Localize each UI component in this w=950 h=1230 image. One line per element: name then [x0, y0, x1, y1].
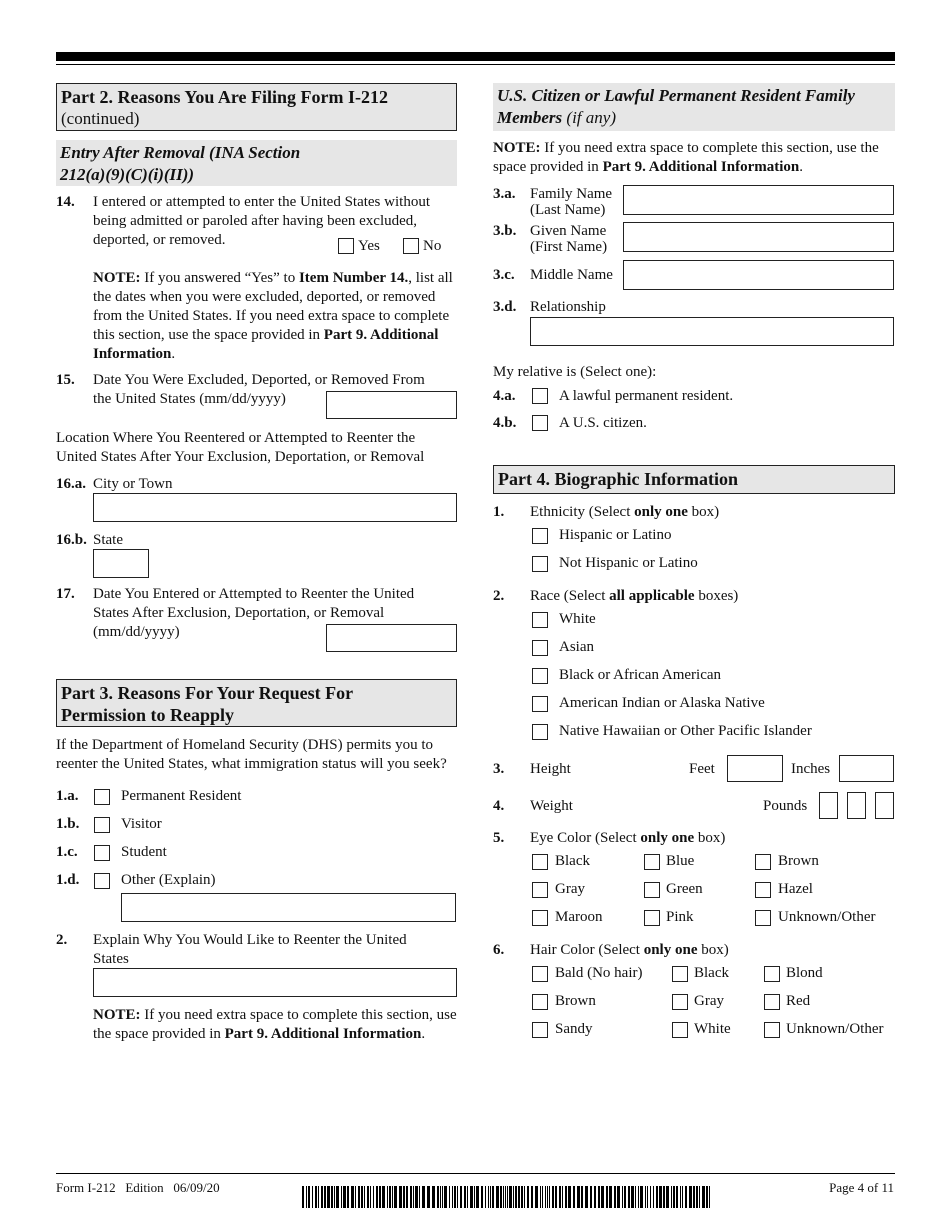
barcode-bar — [680, 1186, 681, 1208]
barcode-bar — [609, 1186, 612, 1208]
height-feet-input[interactable] — [727, 755, 783, 782]
barcode-bar — [413, 1186, 414, 1208]
barcode-bar — [645, 1186, 646, 1208]
barcode-bar — [676, 1186, 678, 1208]
barcode-bar — [410, 1186, 412, 1208]
barcode-bar — [565, 1186, 567, 1208]
hair-blond-checkbox[interactable] — [764, 966, 780, 982]
barcode-bar — [656, 1186, 658, 1208]
race-american-indian-label: American Indian or Alaska Native — [559, 695, 765, 711]
barcode-bar — [531, 1186, 533, 1208]
barcode-bar — [318, 1186, 319, 1208]
q14-line3: deported, or removed. — [93, 232, 226, 248]
q2-note: NOTE: If you need extra space to complete this section, use the space provided in Part 9. Additional Information. — [93, 1007, 457, 1042]
barcode-bar — [549, 1186, 550, 1208]
barcode-bar — [535, 1186, 538, 1208]
hair-sandy-checkbox[interactable] — [532, 1022, 548, 1038]
permanent-resident-label: Permanent Resident — [121, 788, 242, 804]
other-explain-input[interactable] — [121, 893, 456, 922]
q3a-label1: Family Name — [530, 186, 613, 202]
barcode-bar — [432, 1186, 435, 1208]
q17-date-input[interactable] — [326, 624, 457, 652]
barcode-bar — [671, 1186, 672, 1208]
part2-header — [56, 83, 457, 131]
us-citizen-label: A U.S. citizen. — [559, 415, 647, 431]
barcode-bar — [331, 1186, 333, 1208]
part4-title: Part 4. Biographic Information — [498, 469, 738, 489]
barcode-bar — [427, 1186, 430, 1208]
barcode-bar — [581, 1186, 583, 1208]
eye-green-checkbox[interactable] — [644, 882, 660, 898]
eye-green-label: Green — [666, 881, 703, 897]
q3-height-number: 3. — [493, 761, 505, 777]
barcode-bar — [415, 1186, 418, 1208]
barcode-bar — [614, 1186, 616, 1208]
q14-line1: I entered or attempted to enter the United States without — [93, 194, 430, 210]
race-pacific-islander-label: Native Hawaiian or Other Pacific Islander — [559, 723, 812, 739]
dhs-line2: reenter the United States, what immigration status will you seek? — [56, 756, 447, 772]
barcode-bar — [470, 1186, 473, 1208]
barcode-bar — [509, 1186, 512, 1208]
q16b-number: 16.b. — [56, 532, 87, 548]
student-label: Student — [121, 844, 167, 860]
q15-line1: Date You Were Excluded, Deported, or Removed From — [93, 372, 425, 388]
permanent-resident-checkbox[interactable] — [94, 789, 110, 805]
lawful-permanent-resident-label: A lawful permanent resident. — [559, 388, 734, 404]
barcode-bar — [624, 1186, 626, 1208]
barcode-bar — [361, 1186, 363, 1208]
eye-black-checkbox[interactable] — [532, 854, 548, 870]
race-asian-label: Asian — [559, 639, 594, 655]
barcode-image — [302, 1186, 710, 1208]
barcode-bar — [403, 1186, 405, 1208]
barcode-bar — [358, 1186, 360, 1208]
q14-no-label: No — [423, 238, 442, 254]
q3d-number: 3.d. — [493, 299, 517, 315]
lawful-permanent-resident-checkbox[interactable] — [532, 388, 548, 404]
weight-label: Weight — [530, 798, 573, 814]
q2-left-line2: States — [93, 951, 129, 967]
barcode-bar — [598, 1186, 600, 1208]
barcode-bar — [306, 1186, 307, 1208]
eye-gray-checkbox[interactable] — [532, 882, 548, 898]
hair-blond-label: Blond — [786, 965, 823, 981]
q3b-label2: (First Name) — [530, 239, 608, 255]
q3b-number: 3.b. — [493, 223, 517, 239]
top-rule-thin — [56, 64, 895, 65]
barcode-bar — [601, 1186, 604, 1208]
barcode-bar — [351, 1186, 354, 1208]
race-american-indian-checkbox[interactable] — [532, 696, 548, 712]
barcode-bar — [503, 1186, 504, 1208]
barcode-bar — [622, 1186, 623, 1208]
eye-black-label: Black — [555, 853, 590, 869]
pounds-label: Pounds — [763, 798, 808, 814]
barcode-bar — [650, 1186, 651, 1208]
barcode-bar — [387, 1186, 388, 1208]
family-members-note: NOTE: If you need extra space to complete this section, use the space provided in Part 9. Additional Information. — [493, 140, 879, 175]
barcode-bar — [302, 1186, 304, 1208]
q3a-number: 3.a. — [493, 186, 516, 202]
hair-bald-label: Bald (No hair) — [555, 965, 643, 981]
q15-line2: the United States (mm/dd/yyyy) — [93, 391, 286, 407]
hair-gray-label: Gray — [694, 993, 724, 1009]
q16a-number: 16.a. — [56, 476, 86, 492]
barcode-bar — [702, 1186, 705, 1208]
hair-brown-label: Brown — [555, 993, 596, 1009]
barcode-bar — [594, 1186, 596, 1208]
hair-red-checkbox[interactable] — [764, 994, 780, 1010]
footer-form-edition: Form I-212 Edition 06/09/20 — [56, 1180, 220, 1195]
barcode-bar — [545, 1186, 546, 1208]
eye-brown-label: Brown — [778, 853, 819, 869]
barcode-bar — [653, 1186, 654, 1208]
barcode-bar — [444, 1186, 447, 1208]
barcode-bar — [364, 1186, 365, 1208]
q2-race-number: 2. — [493, 588, 505, 604]
footer-page-number: Page 4 of 11 — [829, 1180, 894, 1195]
q4b-number: 4.b. — [493, 415, 517, 431]
other-checkbox[interactable] — [94, 873, 110, 889]
dhs-line1: If the Department of Homeland Security (DHS) permits you to — [56, 737, 433, 753]
barcode-bar — [521, 1186, 523, 1208]
ethnicity-label: Ethnicity (Select only one box) — [530, 504, 720, 520]
weight-digit-3-input[interactable] — [875, 792, 894, 819]
hispanic-checkbox[interactable] — [532, 528, 548, 544]
barcode-bar — [457, 1186, 458, 1208]
entry-after-removal-header: Entry After Removal (INA Section 212(a)(9)(C)(i)(II)) — [56, 140, 457, 186]
barcode-bar — [585, 1186, 588, 1208]
barcode-bar — [308, 1186, 310, 1208]
barcode-bar — [392, 1186, 393, 1208]
barcode-bar — [631, 1186, 634, 1208]
barcode-bar — [312, 1186, 313, 1208]
barcode-bar — [573, 1186, 575, 1208]
q3d-label: Relationship — [530, 299, 606, 315]
barcode-bar — [373, 1186, 374, 1208]
barcode-bar — [341, 1186, 342, 1208]
barcode-bar — [673, 1186, 675, 1208]
city-or-town-input[interactable] — [93, 493, 457, 522]
q15-date-input[interactable] — [326, 391, 457, 419]
race-asian-checkbox[interactable] — [532, 640, 548, 656]
barcode-bar — [347, 1186, 349, 1208]
q14-yes-label: Yes — [358, 238, 380, 254]
q2-left-line1: Explain Why You Would Like to Reenter the United — [93, 932, 407, 948]
barcode-bar — [709, 1186, 710, 1208]
barcode-bar — [518, 1186, 520, 1208]
barcode-bar — [382, 1186, 385, 1208]
eye-hazel-label: Hazel — [778, 881, 813, 897]
barcode-bar — [505, 1186, 506, 1208]
family-members-header: U.S. Citizen or Lawful Permanent Resident Family Members (if any) — [493, 83, 895, 131]
q15-number: 15. — [56, 372, 75, 388]
barcode-bar — [685, 1186, 687, 1208]
barcode-bar — [513, 1186, 514, 1208]
reenter-reason-input[interactable] — [93, 968, 457, 997]
part3-header: Part 3. Reasons For Your Request For Permission to Reapply — [56, 679, 457, 727]
footer-rule — [56, 1173, 895, 1174]
barcode-bar — [327, 1186, 330, 1208]
q17-line2: States After Exclusion, Deportation, or Removal — [93, 605, 385, 621]
barcode-bar — [562, 1186, 563, 1208]
middle-name-input[interactable] — [623, 260, 894, 290]
eye-gray-label: Gray — [555, 881, 585, 897]
barcode-bar — [324, 1186, 326, 1208]
barcode-bar — [452, 1186, 453, 1208]
barcode-bar — [628, 1186, 630, 1208]
barcode-bar — [492, 1186, 494, 1208]
other-label: Other (Explain) — [121, 872, 216, 888]
race-white-label: White — [559, 611, 596, 627]
barcode-bar — [496, 1186, 499, 1208]
hair-red-label: Red — [786, 993, 811, 1009]
barcode-bar — [524, 1186, 525, 1208]
race-black-label: Black or African American — [559, 667, 722, 683]
q3c-label: Middle Name — [530, 267, 613, 283]
feet-label: Feet — [689, 761, 715, 777]
barcode-bar — [464, 1186, 466, 1208]
q1-ethnicity-number: 1. — [493, 504, 505, 520]
hair-black-checkbox[interactable] — [672, 966, 688, 982]
eye-color-label: Eye Color (Select only one box) — [530, 830, 726, 846]
height-label: Height — [530, 761, 571, 777]
q16a-label: City or Town — [93, 476, 173, 492]
q14-no-checkbox[interactable] — [403, 238, 419, 254]
race-black-checkbox[interactable] — [532, 668, 548, 684]
q1b-number: 1.b. — [56, 816, 80, 832]
barcode-bar — [590, 1186, 592, 1208]
barcode-bar — [490, 1186, 491, 1208]
q4-weight-number: 4. — [493, 798, 505, 814]
barcode-bar — [481, 1186, 483, 1208]
barcode-bar — [559, 1186, 561, 1208]
visitor-label: Visitor — [121, 816, 162, 832]
barcode-bar — [515, 1186, 517, 1208]
eye-unknown-checkbox[interactable] — [755, 910, 771, 926]
barcode-bar — [442, 1186, 443, 1208]
eye-blue-label: Blue — [666, 853, 695, 869]
q3c-number: 3.c. — [493, 267, 515, 283]
hair-black-label: Black — [694, 965, 729, 981]
q14-line2: being admitted or paroled after having been excluded, — [93, 213, 418, 229]
race-pacific-islander-checkbox[interactable] — [532, 724, 548, 740]
race-label: Race (Select all applicable boxes) — [530, 588, 739, 604]
hair-gray-checkbox[interactable] — [672, 994, 688, 1010]
barcode-bar — [682, 1186, 683, 1208]
q17-number: 17. — [56, 586, 75, 602]
given-name-input[interactable] — [623, 222, 894, 252]
barcode-bar — [547, 1186, 548, 1208]
hair-unknown-label: Unknown/Other — [786, 1021, 884, 1037]
height-inches-input[interactable] — [839, 755, 894, 782]
barcode-bar — [666, 1186, 669, 1208]
barcode-bar — [406, 1186, 408, 1208]
barcode-bar — [389, 1186, 391, 1208]
barcode-bar — [422, 1186, 425, 1208]
barcode-bar — [659, 1186, 662, 1208]
eye-maroon-checkbox[interactable] — [532, 910, 548, 926]
barcode-bar — [488, 1186, 489, 1208]
hispanic-label: Hispanic or Latino — [559, 527, 672, 543]
barcode-bar — [555, 1186, 557, 1208]
eye-pink-label: Pink — [666, 909, 694, 925]
barcode-bar — [474, 1186, 475, 1208]
hair-white-checkbox[interactable] — [672, 1022, 688, 1038]
q4a-number: 4.a. — [493, 388, 516, 404]
q16b-label: State — [93, 532, 123, 548]
barcode-bar — [568, 1186, 571, 1208]
barcode-bar — [343, 1186, 346, 1208]
barcode-bar — [507, 1186, 508, 1208]
barcode-bar — [689, 1186, 692, 1208]
q17-line1: Date You Entered or Attempted to Reenter the United — [93, 586, 415, 602]
eye-unknown-label: Unknown/Other — [778, 909, 876, 925]
barcode-bar — [606, 1186, 608, 1208]
state-input[interactable] — [93, 549, 149, 578]
race-white-checkbox[interactable] — [532, 612, 548, 628]
barcode-bar — [467, 1186, 468, 1208]
location-line2: United States After Your Exclusion, Deportation, or Removal — [56, 449, 425, 465]
family-name-input[interactable] — [623, 185, 894, 215]
barcode-bar — [542, 1186, 543, 1208]
barcode-bar — [485, 1186, 486, 1208]
weight-digit-1-input[interactable] — [819, 792, 838, 819]
barcode-bar — [321, 1186, 323, 1208]
barcode-bar — [370, 1186, 371, 1208]
barcode-bar — [699, 1186, 700, 1208]
barcode-bar — [367, 1186, 369, 1208]
inches-label: Inches — [791, 761, 831, 777]
q2-left-number: 2. — [56, 932, 68, 948]
barcode-bar — [635, 1186, 636, 1208]
barcode-bar — [500, 1186, 502, 1208]
part4-header — [493, 465, 895, 494]
eye-maroon-label: Maroon — [555, 909, 603, 925]
student-checkbox[interactable] — [94, 845, 110, 861]
q5-eye-number: 5. — [493, 830, 505, 846]
us-citizen-checkbox[interactable] — [532, 415, 548, 431]
barcode-bar — [437, 1186, 439, 1208]
relationship-input[interactable] — [530, 317, 894, 346]
eye-blue-checkbox[interactable] — [644, 854, 660, 870]
q6-hair-number: 6. — [493, 942, 505, 958]
not-hispanic-label: Not Hispanic or Latino — [559, 555, 698, 571]
location-line1: Location Where You Reentered or Attempted to Reenter the — [56, 430, 416, 446]
barcode-bar — [454, 1186, 456, 1208]
top-rule-thick — [56, 52, 895, 61]
part2-title: Part 2. Reasons You Are Filing Form I-212 — [61, 87, 388, 107]
barcode-bar — [355, 1186, 356, 1208]
barcode-bar — [696, 1186, 698, 1208]
q1a-number: 1.a. — [56, 788, 79, 804]
q3a-label2: (Last Name) — [530, 202, 606, 218]
hair-white-label: White — [694, 1021, 731, 1037]
q14-note: NOTE: If you answered “Yes” to Item Number 14., list all the dates when you were excluded, deported, or removed from the United States. If you need extra space to complete this section, use the space provided in Part 9. Additional Information. — [93, 270, 453, 362]
q14-yes-checkbox[interactable] — [338, 238, 354, 254]
barcode-bar — [706, 1186, 708, 1208]
barcode-bar — [394, 1186, 397, 1208]
barcode-bar — [440, 1186, 441, 1208]
barcode-bar — [334, 1186, 335, 1208]
barcode-bar — [336, 1186, 339, 1208]
eye-pink-checkbox[interactable] — [644, 910, 660, 926]
barcode-bar — [640, 1186, 643, 1208]
barcode-bar — [460, 1186, 462, 1208]
weight-digit-2-input[interactable] — [847, 792, 866, 819]
hair-color-label: Hair Color (Select only one box) — [530, 942, 729, 958]
barcode-bar — [663, 1186, 665, 1208]
barcode-bar — [476, 1186, 479, 1208]
barcode-bar — [638, 1186, 639, 1208]
barcode-bar — [399, 1186, 402, 1208]
barcode-bar — [693, 1186, 695, 1208]
barcode-bar — [647, 1186, 648, 1208]
barcode-bar — [419, 1186, 420, 1208]
hair-brown-checkbox[interactable] — [532, 994, 548, 1010]
barcode-bar — [449, 1186, 450, 1208]
barcode-bar — [552, 1186, 554, 1208]
q14-number: 14. — [56, 194, 75, 210]
relative-prompt: My relative is (Select one): — [493, 364, 657, 380]
q1c-number: 1.c. — [56, 844, 78, 860]
eye-hazel-checkbox[interactable] — [755, 882, 771, 898]
eye-brown-checkbox[interactable] — [755, 854, 771, 870]
hair-bald-checkbox[interactable] — [532, 966, 548, 982]
barcode-bar — [315, 1186, 317, 1208]
barcode-bar — [577, 1186, 580, 1208]
barcode-bar — [617, 1186, 620, 1208]
part2-continued: (continued) — [61, 109, 140, 128]
barcode-bar — [379, 1186, 381, 1208]
barcode-bar — [527, 1186, 529, 1208]
barcode-bar — [376, 1186, 378, 1208]
visitor-checkbox[interactable] — [94, 817, 110, 833]
barcode-bar — [540, 1186, 541, 1208]
not-hispanic-checkbox[interactable] — [532, 556, 548, 572]
q17-line3: (mm/dd/yyyy) — [93, 624, 180, 640]
hair-sandy-label: Sandy — [555, 1021, 593, 1037]
hair-unknown-checkbox[interactable] — [764, 1022, 780, 1038]
q1d-number: 1.d. — [56, 872, 80, 888]
q3b-label1: Given Name — [530, 223, 607, 239]
